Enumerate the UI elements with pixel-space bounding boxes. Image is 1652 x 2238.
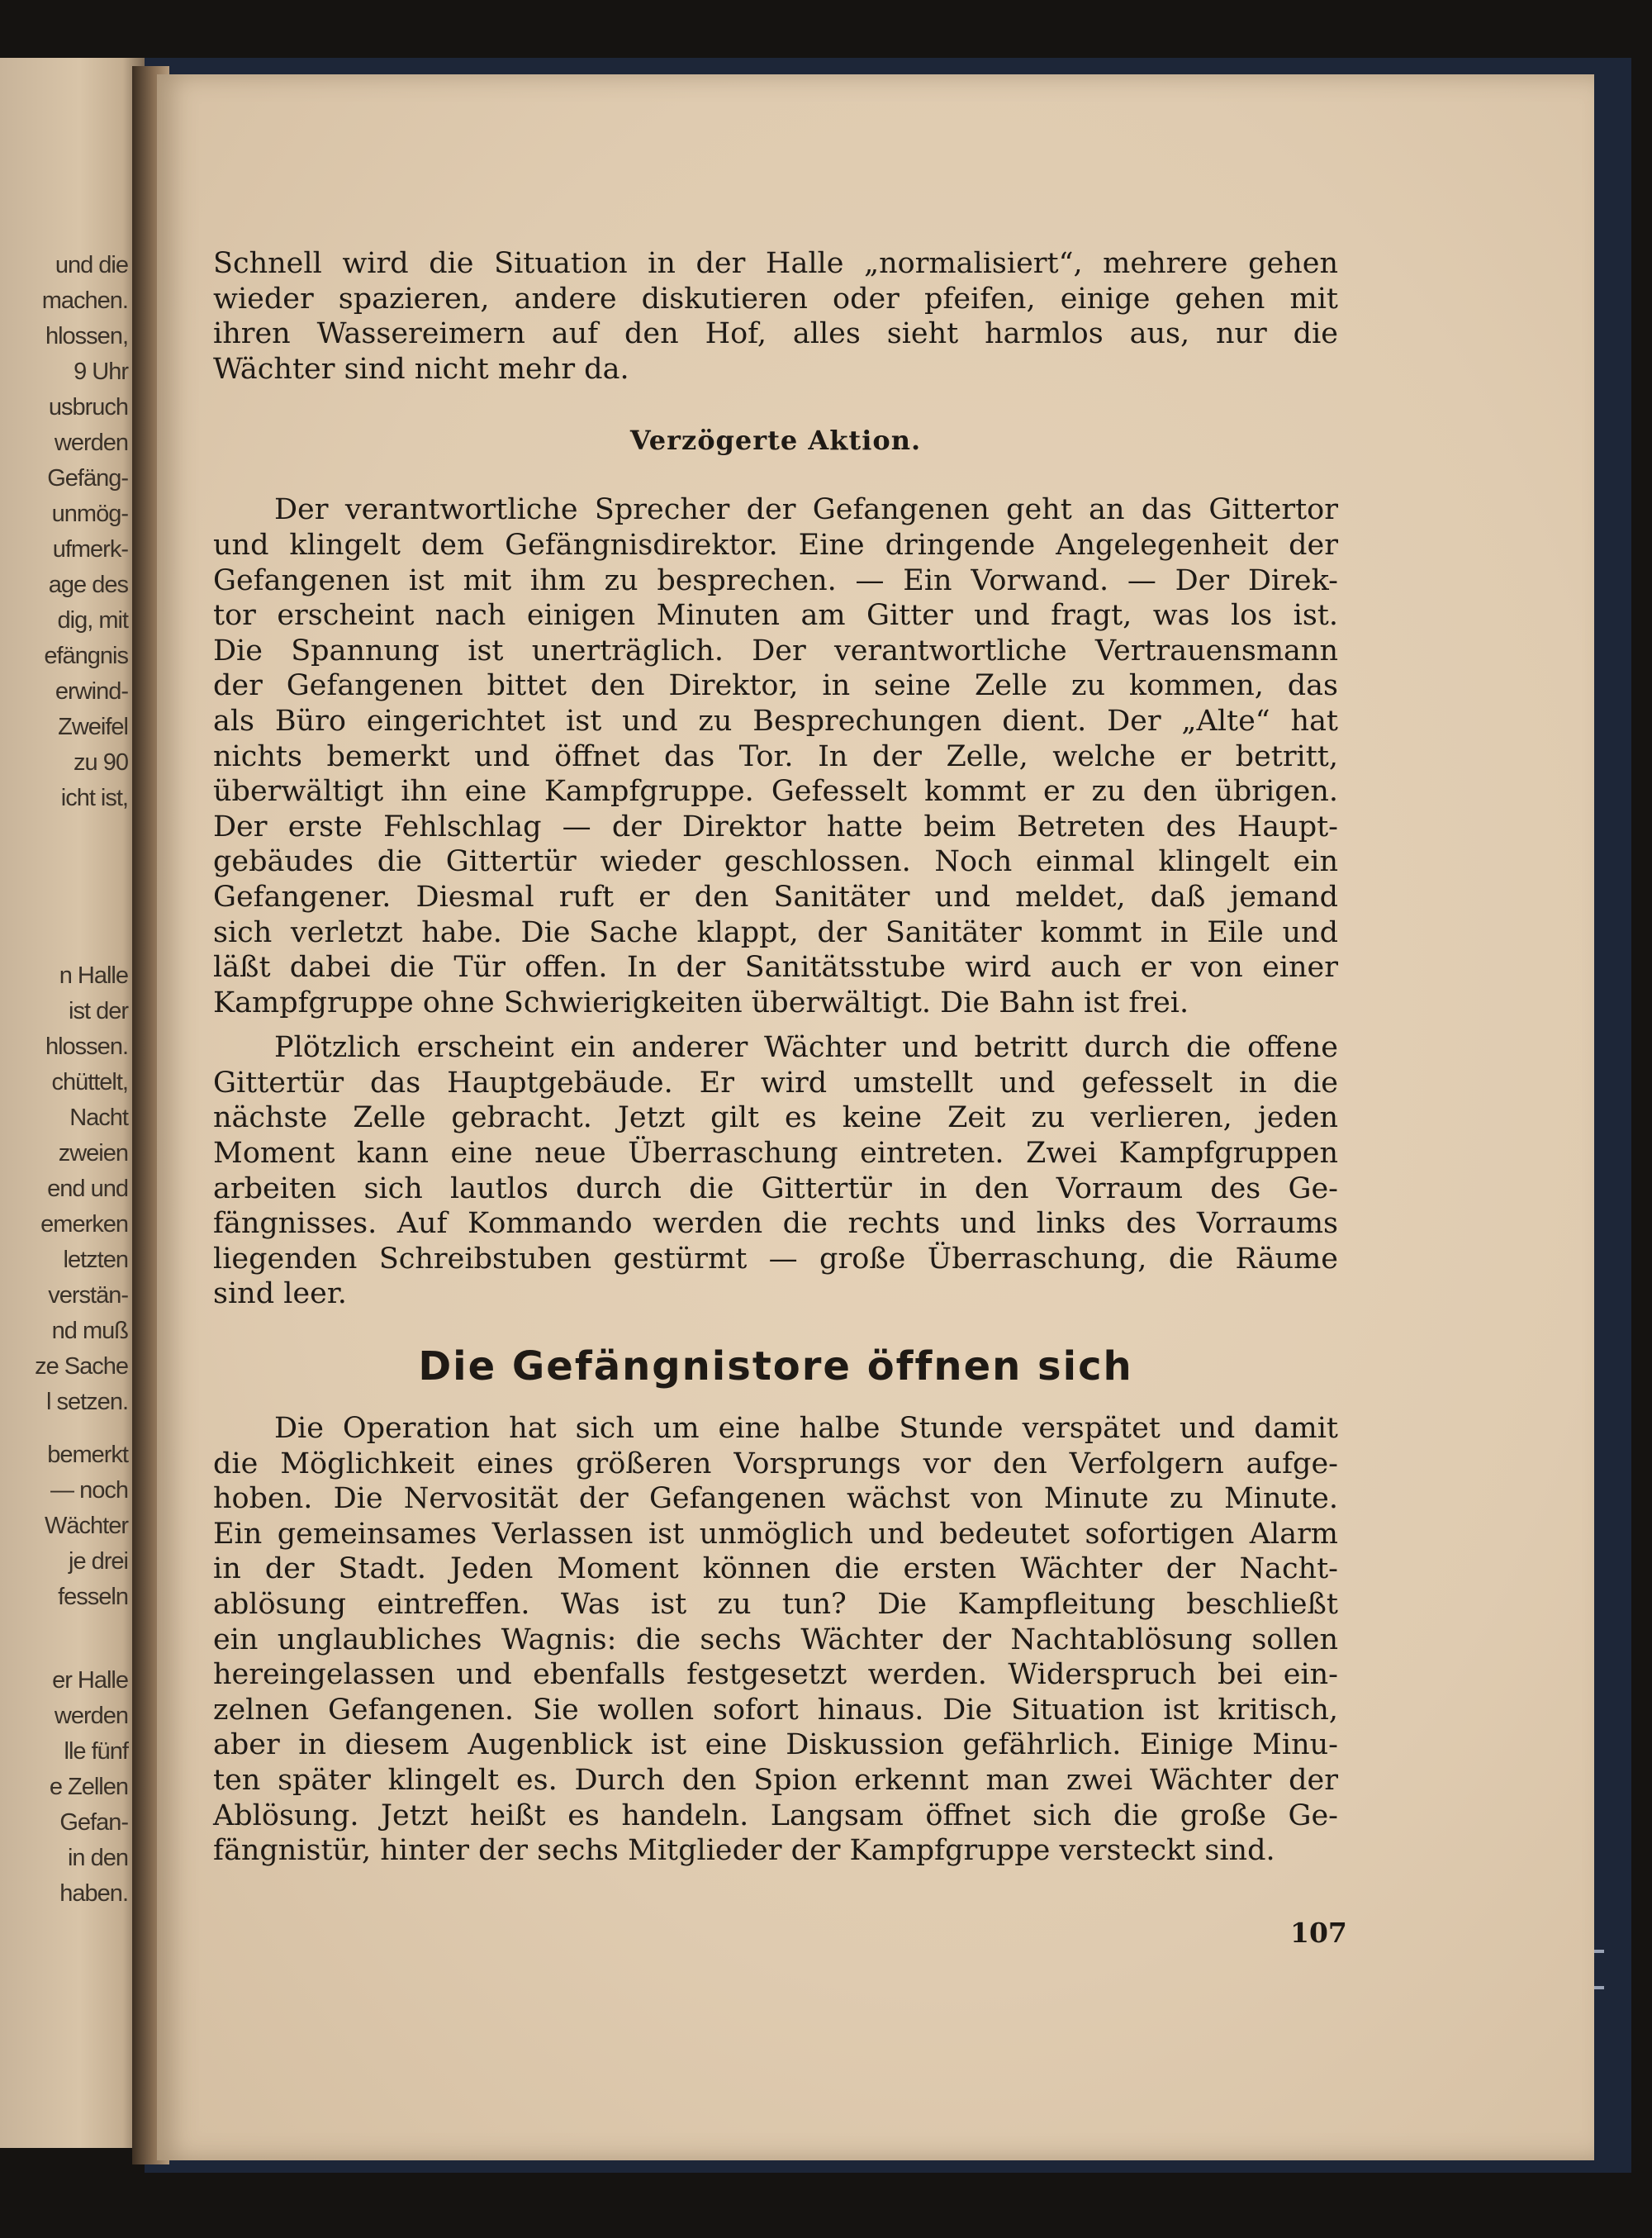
text-line: die Möglichkeit eines größeren Vorsprungs vor den Verfolgern aufge- bbox=[213, 1447, 1338, 1480]
previous-page-edge bbox=[0, 58, 145, 2148]
text-line: Der verantwortliche Sprecher der Gefangenen geht an das Gittertor bbox=[274, 493, 1338, 527]
left-page-line: age des bbox=[48, 572, 128, 598]
text-line: der Gefangenen bittet den Direktor, in seine Zelle zu kommen, das bbox=[213, 669, 1338, 703]
text-line: ablösung eintreffen. Was ist zu tun? Die Kampfleitung beschließt bbox=[213, 1588, 1338, 1621]
spine-marks bbox=[1594, 1950, 1604, 1989]
intro-paragraph bbox=[213, 246, 1338, 387]
left-page-line: icht ist, bbox=[60, 785, 128, 811]
left-page-line: zweien bbox=[58, 1140, 128, 1167]
text-line: ihren Wassereimern auf den Hof, alles sieht harmlos aus, nur die bbox=[213, 317, 1338, 351]
text-line: hereingelassen und ebenfalls festgesetzt werden. Widerspruch bei ein- bbox=[213, 1658, 1338, 1692]
text-line: nächste Zelle gebracht. Jetzt gilt es keine Zeit zu verlieren, jeden bbox=[213, 1101, 1338, 1135]
text-line: Ablösung. Jetzt heißt es handeln. Langsam öffnet sich die große Ge- bbox=[213, 1798, 1338, 1832]
left-page-line: l setzen. bbox=[46, 1389, 128, 1415]
left-page-line: — noch bbox=[50, 1477, 128, 1504]
text-line: Ein gemeinsames Verlassen ist unmöglich und bedeutet sofortigen Alarm bbox=[213, 1517, 1338, 1551]
left-page-line: efängnis bbox=[44, 643, 128, 669]
left-page-line: machen. bbox=[41, 287, 128, 314]
left-page-line: Gefan- bbox=[59, 1809, 128, 1836]
chapter-heading: Die Gefängnistore öffnen sich bbox=[418, 1343, 1133, 1390]
paragraph-director bbox=[213, 492, 1338, 1020]
text-line: Die Spannung ist unerträglich. Der verantwortliche Vertrauensmann bbox=[213, 634, 1338, 668]
text-line: Die Operation hat sich um eine halbe Stunde verspätet und damit bbox=[274, 1412, 1338, 1446]
left-page-line: Nacht bbox=[69, 1105, 128, 1131]
left-page-line: in den bbox=[67, 1845, 128, 1871]
text-line: gebäudes die Gittertür wieder geschlossen. Noch einmal klingelt ein bbox=[213, 845, 1338, 879]
text-line: in der Stadt. Jeden Moment können die ersten Wächter der Nacht- bbox=[213, 1552, 1338, 1586]
text-line: läßt dabei die Tür offen. In der Sanitätsstube wird auch er von einer bbox=[213, 951, 1338, 985]
left-page-line: usbruch bbox=[48, 394, 128, 421]
left-page-line: verstän- bbox=[48, 1282, 128, 1309]
left-page-line: und die bbox=[55, 252, 128, 278]
left-page-line: n Halle bbox=[59, 962, 128, 989]
left-page-line: Gefäng- bbox=[47, 465, 128, 492]
text-line: Gittertür das Hauptgebäude. Er wird umstellt und gefesselt in die bbox=[213, 1066, 1338, 1100]
left-page-line: letzten bbox=[63, 1247, 128, 1273]
text-line: Kampfgruppe ohne Schwierigkeiten überwältigt. Die Bahn ist frei. bbox=[213, 986, 1189, 1019]
text-line: zelnen Gefangenen. Sie wollen sofort hinaus. Die Situation ist kritisch, bbox=[213, 1693, 1338, 1727]
text-line: fängnistür, hinter der sechs Mitglieder der Kampfgruppe versteckt sind. bbox=[213, 1834, 1275, 1868]
text-line: ten später klingelt es. Durch den Spion erkennt man zwei Wächter der bbox=[213, 1763, 1338, 1797]
left-page-line: werden bbox=[54, 430, 128, 456]
text-line: sich verletzt habe. Die Sache klappt, der Sanitäter kommt in Eile und bbox=[213, 915, 1338, 949]
left-page-line: lle fünf bbox=[64, 1738, 128, 1765]
text-line: wieder spazieren, andere diskutieren oder pfeifen, einige gehen mit bbox=[213, 282, 1338, 316]
left-page-line: emerken bbox=[40, 1211, 128, 1238]
text-line: Moment kann eine neue Überraschung eintreten. Zwei Kampfgruppen bbox=[213, 1137, 1338, 1171]
left-page-line: chüttelt, bbox=[51, 1069, 128, 1095]
page-text bbox=[213, 246, 1338, 1869]
left-page-line: unmög- bbox=[51, 501, 128, 527]
left-page-line: end und bbox=[47, 1176, 128, 1202]
left-page-line: erwind- bbox=[55, 678, 128, 705]
left-page-line: ze Sache bbox=[35, 1353, 128, 1380]
left-page-line: nd muß bbox=[51, 1318, 128, 1344]
left-page-line: 9 Uhr bbox=[74, 359, 128, 385]
text-line: überwältigt ihn eine Kampfgruppe. Gefesselt kommt er zu den übrigen. bbox=[213, 775, 1338, 809]
text-line: tor erscheint nach einigen Minuten am Gitter und fragt, was los ist. bbox=[213, 599, 1338, 633]
paragraph-guard bbox=[213, 1030, 1338, 1312]
left-page-line: werden bbox=[54, 1703, 128, 1729]
text-line: hoben. Die Nervosität der Gefangenen wächst von Minute zu Minute. bbox=[213, 1482, 1338, 1516]
text-line: fängnisses. Auf Kommando werden die rechts und links des Vorraums bbox=[213, 1207, 1338, 1241]
text-line: Schnell wird die Situation in der Halle „normalisiert“, mehrere gehen bbox=[213, 247, 1338, 280]
left-page-line: hlossen. bbox=[45, 1033, 128, 1060]
text-line: aber in diesem Augenblick ist eine Diskussion gefährlich. Einige Minu- bbox=[213, 1728, 1338, 1762]
text-line: Gefangenen ist mit ihm zu besprechen. — Ein Vorwand. — Der Direk- bbox=[213, 563, 1338, 597]
text-line: ein unglaubliches Wagnis: die sechs Wächter der Nachtablösung sollen bbox=[213, 1623, 1338, 1656]
text-line: und klingelt dem Gefängnisdirektor. Eine dringende Angelegenheit der bbox=[213, 528, 1338, 562]
text-line: Wächter sind nicht mehr da. bbox=[213, 352, 629, 386]
left-page-line: fesseln bbox=[58, 1584, 128, 1610]
left-page-line: zu 90 bbox=[74, 749, 128, 776]
page-number: 107 bbox=[1290, 1917, 1347, 1949]
text-line: liegenden Schreibstuben gestürmt — große Überraschung, die Räume bbox=[213, 1242, 1338, 1276]
text-line: Plötzlich erscheint ein anderer Wächter und betritt durch die offene bbox=[274, 1031, 1338, 1065]
text-line: nichts bemerkt und öffnet das Tor. In der Zelle, welche er betritt, bbox=[213, 739, 1338, 773]
left-page-line: hlossen, bbox=[45, 323, 128, 349]
text-line: arbeiten sich lautlos durch die Gittertür in den Vorraum des Ge- bbox=[213, 1171, 1338, 1205]
left-page-line: e Zellen bbox=[49, 1774, 128, 1800]
left-page-line: haben. bbox=[59, 1880, 128, 1907]
left-page-line: ufmerk- bbox=[52, 536, 128, 563]
text-line: Der erste Fehlschlag — der Direktor hatte beim Betreten des Haupt- bbox=[213, 810, 1338, 843]
left-page-line: er Halle bbox=[52, 1667, 128, 1694]
left-page-line: bemerkt bbox=[47, 1442, 128, 1468]
left-page-line: Zweifel bbox=[58, 714, 128, 740]
left-page-line: Wächter bbox=[45, 1513, 128, 1539]
section-subheading: Verzögerte Aktion. bbox=[629, 425, 922, 457]
text-line: sind leer. bbox=[213, 1277, 347, 1311]
left-page-line: ist der bbox=[69, 998, 128, 1024]
text-line: als Büro eingerichtet ist und zu Besprechungen dient. Der „Alte“ hat bbox=[213, 704, 1338, 738]
text-line: Gefangener. Diesmal ruft er den Sanitäter und meldet, daß jemand bbox=[213, 880, 1338, 914]
paragraph-operation bbox=[213, 1411, 1338, 1869]
left-page-line: dig, mit bbox=[57, 607, 128, 634]
left-page-line: je drei bbox=[69, 1548, 128, 1575]
